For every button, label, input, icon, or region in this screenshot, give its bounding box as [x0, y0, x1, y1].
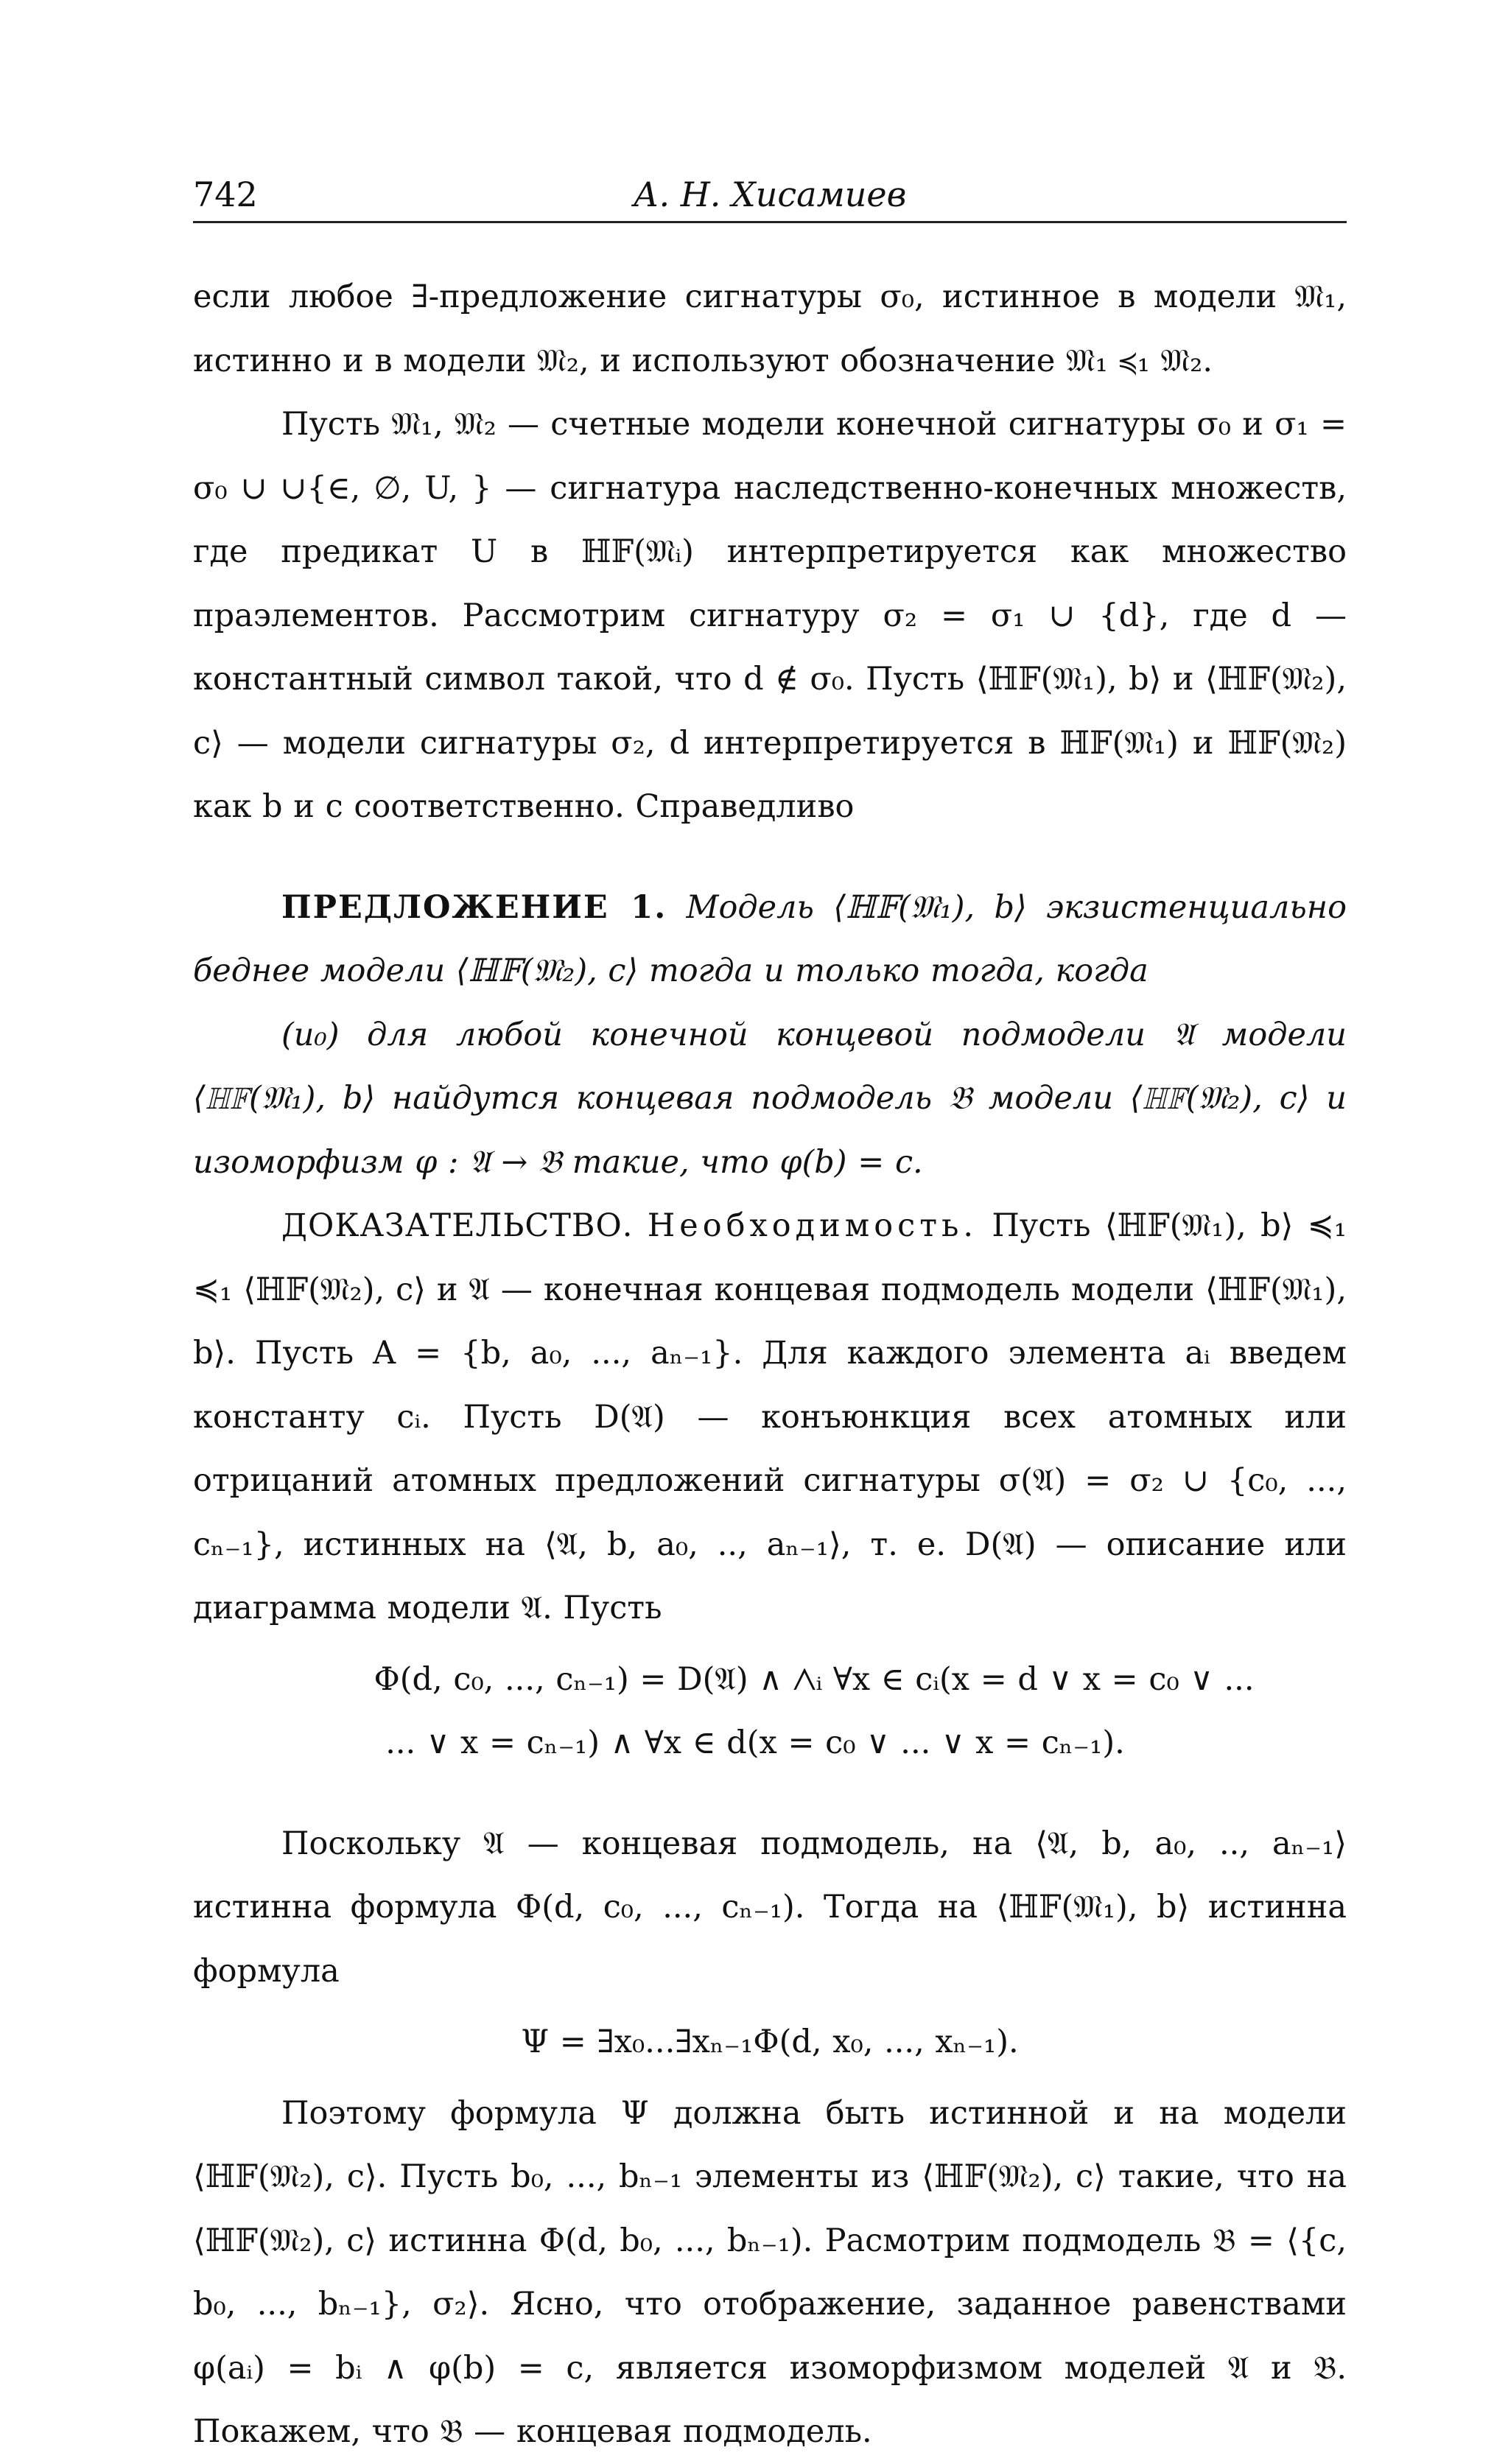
proof-subheading: Необходимость. [647, 1207, 978, 1244]
running-title: А. Н. Хисамиев [633, 175, 907, 214]
formula-line: ... ∨ x = cₙ₋₁) ∧ ∀x ∈ d(x = c₀ ∨ ... ∨ x = cₙ₋₁). [385, 1724, 1125, 1761]
running-header [193, 168, 1347, 223]
paragraph: Пусть 𝔐₁, 𝔐₂ — счетные модели конечной сигнатуры σ₀ и σ₁ = σ₀ ∪ ∪{∈, ∅, U, } — сигнатура наследственно-конечных множеств, где предикат U в ℍ𝔽(𝔐ᵢ) интерпретируется как множество праэлементов. Рассмотрим сигнатуру σ₂ = σ₁ ∪ {d}, где d — константный символ такой, что d ∉ σ₀. Пусть ⟨ℍ𝔽(𝔐₁), b⟩ и ⟨ℍ𝔽(𝔐₂), c⟩ — модели сигнатуры σ₂, d интерпретируется в ℍ𝔽(𝔐₁) и ℍ𝔽(𝔐₂) как b и c соответственно. Справедливо [193, 406, 1347, 825]
proposition [193, 876, 1347, 1003]
formula-psi: Ψ = ∃x₀...∃xₙ₋₁Φ(d, x₀, ..., xₙ₋₁). [521, 2024, 1019, 2060]
proof-text: Пусть ⟨ℍ𝔽(𝔐₁), b⟩ ≼₁ ≼₁ ⟨ℍ𝔽(𝔐₂), c⟩ и 𝔄 — конечная концевая подмодель модели ⟨ℍ𝔽(𝔐₁), b⟩. Пусть A = {b, a₀, ..., aₙ₋₁}. Для каждого элемента aᵢ введем константу cᵢ. Пусть D(𝔄) — конъюнкция всех атомных или отрицаний атомных предложений сигнатуры σ(𝔄) = σ₂ ∪ {c₀, ..., cₙ₋₁}, истинных на ⟨𝔄, b, a₀, .., aₙ₋₁⟩, т. е. D(𝔄) — описание или диаграмма модели 𝔄. Пусть [193, 1207, 1347, 1626]
proposition-label: ПРЕДЛОЖЕНИЕ 1. [281, 888, 667, 926]
proposition-condition: (u₀) для любой конечной концевой подмодели 𝔄 модели ⟨ℍ𝔽(𝔐₁), b⟩ найдутся концевая подмодель 𝔅 модели ⟨ℍ𝔽(𝔐₂), c⟩ и изоморфизм φ : 𝔄 → 𝔅 такие, что φ(b) = c. [193, 1016, 1347, 1181]
proof-label: ДОКАЗАТЕЛЬСТВО. [281, 1207, 634, 1244]
body-text [193, 265, 1347, 2464]
paragraph: Поскольку 𝔄 — концевая подмодель, на ⟨𝔄, b, a₀, .., aₙ₋₁⟩ истинна формула Φ(d, c₀, ..., cₙ₋₁). Тогда на ⟨ℍ𝔽(𝔐₁), b⟩ истинна формула [193, 1825, 1347, 1990]
proof [193, 1194, 1347, 1640]
paragraph: если любое ∃-предложение сигнатуры σ₀, истинное в модели 𝔐₁, истинно и в модели 𝔐₂, и используют обозначение 𝔐₁ ≼₁ 𝔐₂. [193, 278, 1347, 379]
paragraph: Поэтому формула Ψ должна быть истинной и на модели ⟨ℍ𝔽(𝔐₂), c⟩. Пусть b₀, ..., bₙ₋₁ элементы из ⟨ℍ𝔽(𝔐₂), c⟩ такие, что на ⟨ℍ𝔽(𝔐₂), c⟩ истинна Φ(d, b₀, ..., bₙ₋₁). Расмотрим подмодель 𝔅 = ⟨{c, b₀, ..., bₙ₋₁}, σ₂⟩. Ясно, что отображение, заданное равенствами φ(aᵢ) = bᵢ ∧ φ(b) = c, является изоморфизмом моделей 𝔄 и 𝔅. Покажем, что 𝔅 — концевая подмодель. [193, 2094, 1347, 2450]
proposition-text: Модель ⟨ℍ𝔽(𝔐₁), b⟩ экзистенциально беднее модели ⟨ℍ𝔽(𝔐₂), c⟩ тогда и только тогда, когда [193, 888, 1347, 989]
page-number: 742 [193, 175, 258, 214]
formula-line: Φ(d, c₀, ..., cₙ₋₁) = D(𝔄) ∧ ⋀ᵢ ∀x ∈ cᵢ(x = d ∨ x = c₀ ∨ ... [374, 1660, 1255, 1698]
formula-phi [193, 1648, 1347, 1775]
